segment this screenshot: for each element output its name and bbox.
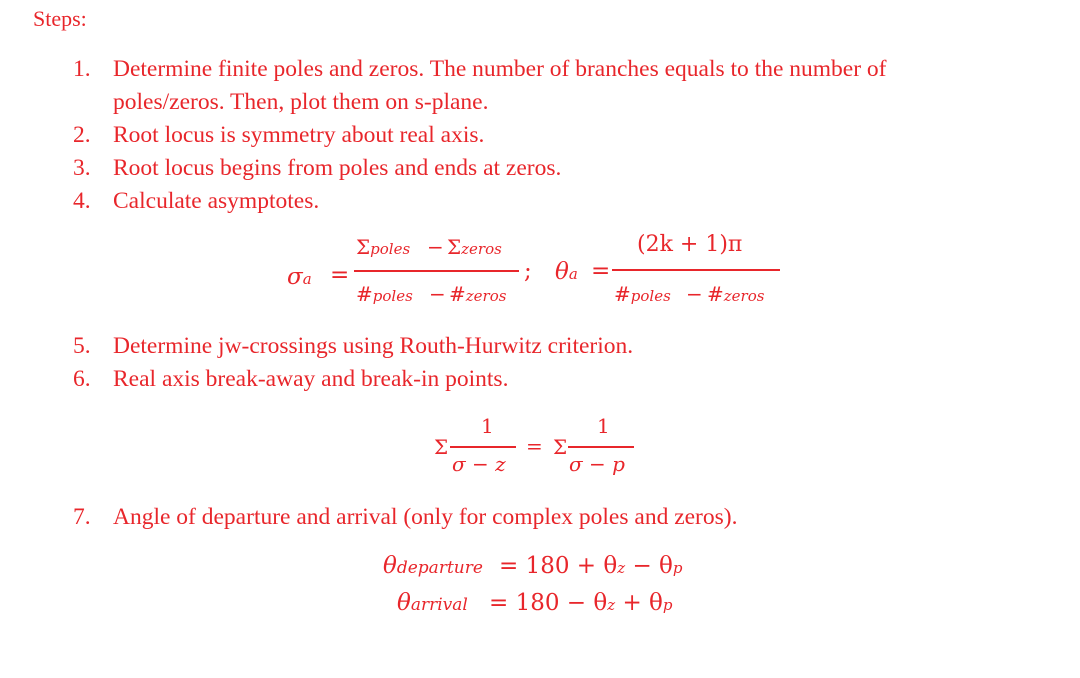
- equals-sign: =: [330, 262, 350, 288]
- step-text: Determine jw-crossings using Routh-Hurwitz criterion.: [113, 333, 634, 359]
- minus-sign: −: [427, 235, 444, 259]
- count-poles: #poles: [614, 282, 671, 306]
- numerator-one: 1: [481, 414, 494, 438]
- fraction-bar: [612, 269, 780, 271]
- minus-sign: −: [429, 282, 446, 306]
- count-poles: #poles: [356, 282, 413, 306]
- step-number: 3.: [73, 155, 91, 181]
- denominator-sigma-minus-p: σ − p: [569, 452, 625, 476]
- step-number: 6.: [73, 366, 91, 392]
- theta-departure-symbol: θdeparture: [383, 553, 483, 579]
- fraction-bar: [568, 446, 634, 448]
- sum-symbol: Σ: [553, 435, 568, 459]
- departure-rhs: = 180 + θz − θp: [499, 553, 683, 579]
- step-number: 4.: [73, 188, 91, 214]
- sum-symbol: Σ: [434, 435, 449, 459]
- step-text: Root locus begins from poles and ends at zeros.: [113, 155, 562, 181]
- fraction-bar: [354, 270, 519, 272]
- step-text-line-2: poles/zeros. Then, plot them on s-plane.: [113, 89, 489, 115]
- count-zeros: #zeros: [707, 282, 765, 306]
- arrival-rhs: = 180 − θz + θp: [489, 590, 673, 616]
- denominator-sigma-minus-z: σ − z: [452, 452, 506, 476]
- sum-poles: Σpoles: [356, 235, 411, 259]
- step-number: 1.: [73, 56, 91, 82]
- separator: ;: [524, 258, 532, 284]
- equals-sign: =: [591, 258, 611, 284]
- fraction-bar: [450, 446, 516, 448]
- steps-heading: Steps:: [33, 6, 87, 31]
- minus-sign: −: [686, 282, 703, 306]
- equals-sign: =: [526, 434, 543, 458]
- step-number: 7.: [73, 504, 91, 530]
- sum-zeros: Σzeros: [447, 235, 502, 259]
- step-text: Root locus is symmetry about real axis.: [113, 122, 485, 148]
- step-text-line-1: Determine finite poles and zeros. The number of branches equals to the number of: [113, 56, 887, 82]
- step-text: Real axis break-away and break-in points.: [113, 366, 509, 392]
- step-number: 2.: [73, 122, 91, 148]
- step-number: 5.: [73, 333, 91, 359]
- theta-a-symbol: θa: [555, 259, 578, 285]
- sigma-a-symbol: σa: [287, 264, 312, 290]
- theta-numerator: (2k + 1)π: [637, 232, 743, 257]
- step-text: Angle of departure and arrival (only for complex poles and zeros).: [113, 504, 738, 530]
- step-text: Calculate asymptotes.: [113, 188, 320, 214]
- numerator-one: 1: [597, 414, 610, 438]
- theta-arrival-symbol: θarrival: [397, 590, 468, 616]
- count-zeros: #zeros: [449, 282, 507, 306]
